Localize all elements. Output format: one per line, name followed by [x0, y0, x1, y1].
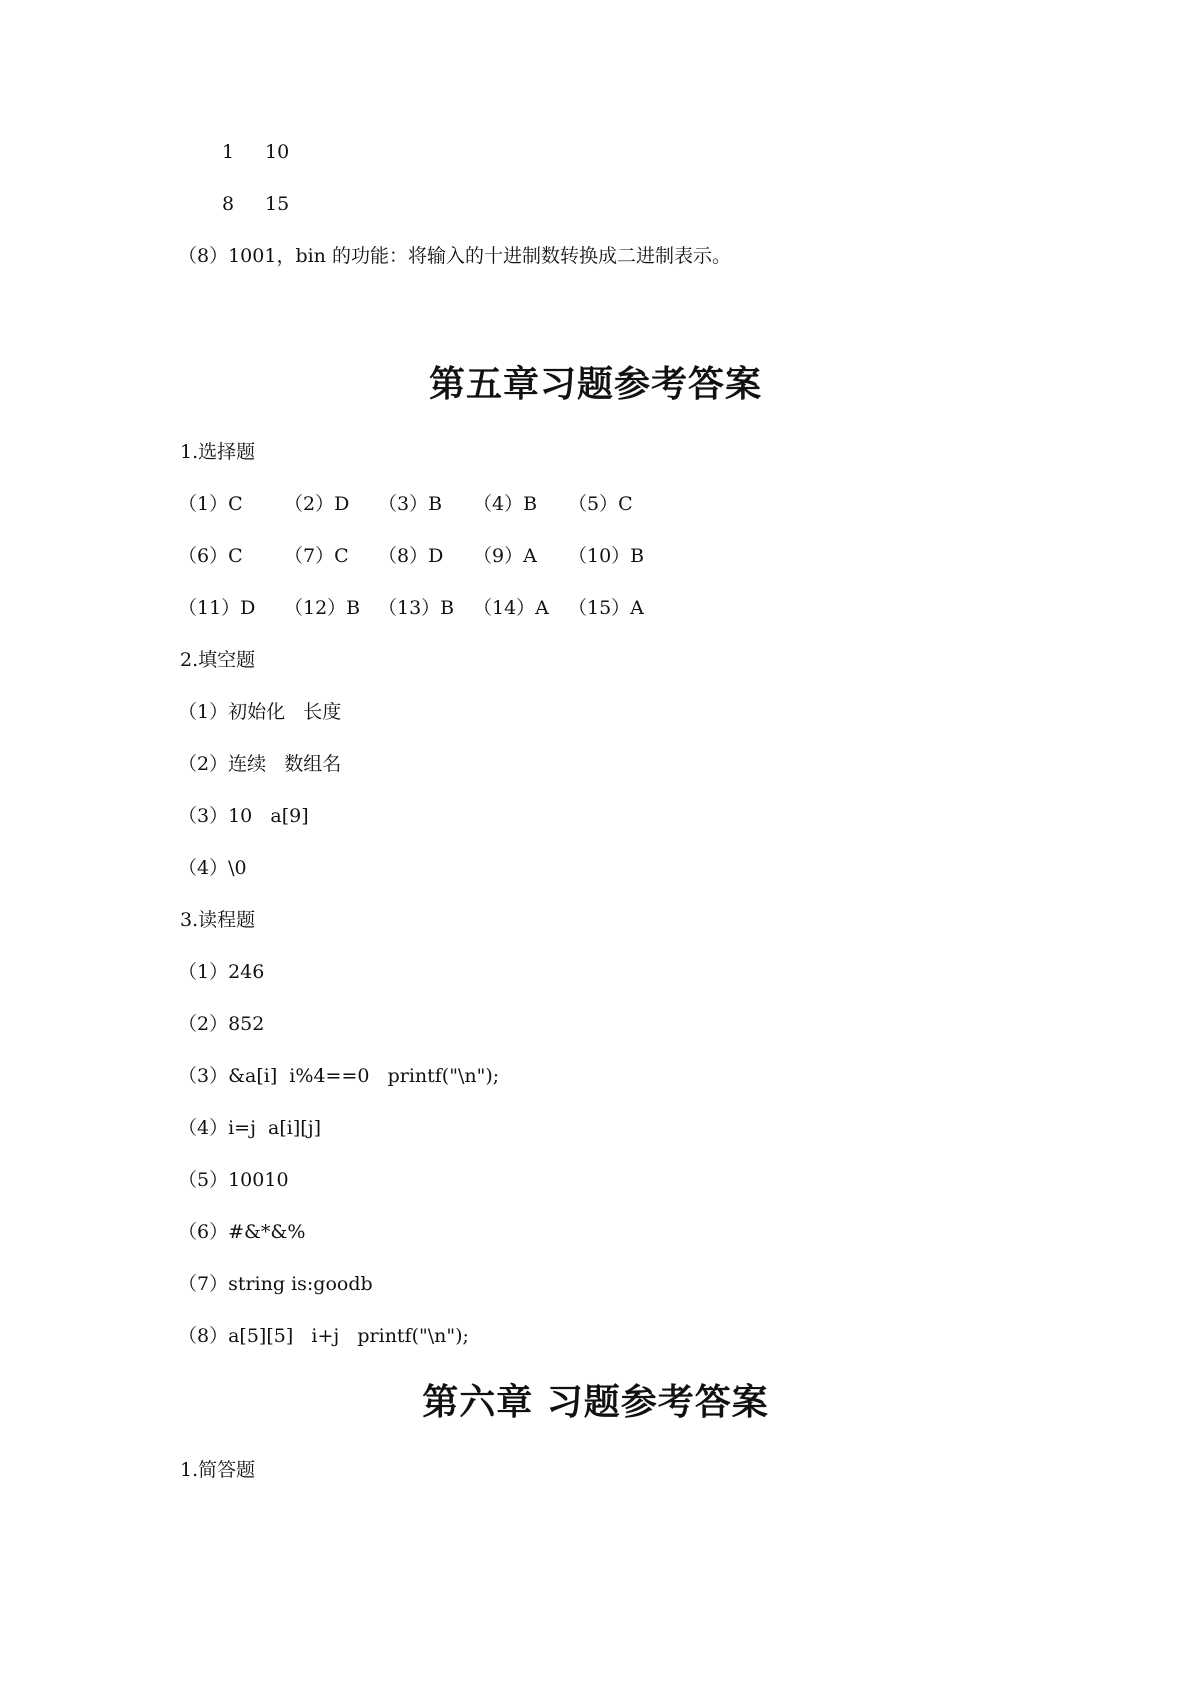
choice-answer: （6）C [178, 545, 243, 567]
choice-answer: （12）B [284, 597, 361, 619]
ch5-section2-title: 2.填空题 [180, 649, 256, 671]
choice-answer: （2）D [284, 493, 350, 515]
choice-answer: （4）B [473, 493, 538, 515]
read-answer: （2）852 [178, 1013, 265, 1035]
choice-answer: （13）B [378, 597, 455, 619]
prev-item-8: （8）1001，bin 的功能：将输入的十进制数转换成二进制表示。 [178, 245, 731, 267]
chapter6-title: 第六章 习题参考答案 [422, 1381, 769, 1423]
fill-answer: （3）10 a[9] [178, 805, 309, 827]
pair-1-a: 1 [222, 141, 235, 163]
fill-answer: （1）初始化 长度 [178, 701, 342, 723]
ch5-section1-title: 1.选择题 [180, 441, 256, 463]
choice-answer: （10）B [568, 545, 645, 567]
choice-answer: （11）D [178, 597, 256, 619]
choice-answer: （3）B [378, 493, 443, 515]
choice-answer: （7）C [284, 545, 349, 567]
pair-1-b: 10 [265, 141, 290, 163]
read-answer: （7）string is:goodb [178, 1273, 373, 1295]
read-answer: （4）i=j a[i][j] [178, 1117, 322, 1139]
choice-answer: （15）A [568, 597, 644, 619]
read-answer: （1）246 [178, 961, 265, 983]
chapter5-title: 第五章习题参考答案 [428, 363, 762, 405]
pair-2-b: 15 [265, 193, 290, 215]
choice-answer: （9）A [473, 545, 537, 567]
read-answer: （5）10010 [178, 1169, 289, 1191]
read-answer: （8）a[5][5] i+j printf("\n"); [178, 1325, 469, 1347]
read-answer: （6）#&*&% [178, 1221, 306, 1243]
choice-answer: （14）A [473, 597, 549, 619]
choice-answer: （8）D [378, 545, 444, 567]
read-answer: （3）&a[i] i%4==0 printf("\n"); [178, 1065, 500, 1087]
choice-answer: （1）C [178, 493, 243, 515]
pair-2-a: 8 [222, 193, 235, 215]
fill-answer: （4）\0 [178, 857, 247, 879]
ch5-section3-title: 3.读程题 [180, 909, 256, 931]
choice-answer: （5）C [568, 493, 633, 515]
fill-answer: （2）连续 数组名 [178, 753, 342, 775]
ch6-section1-title: 1.简答题 [180, 1459, 256, 1481]
